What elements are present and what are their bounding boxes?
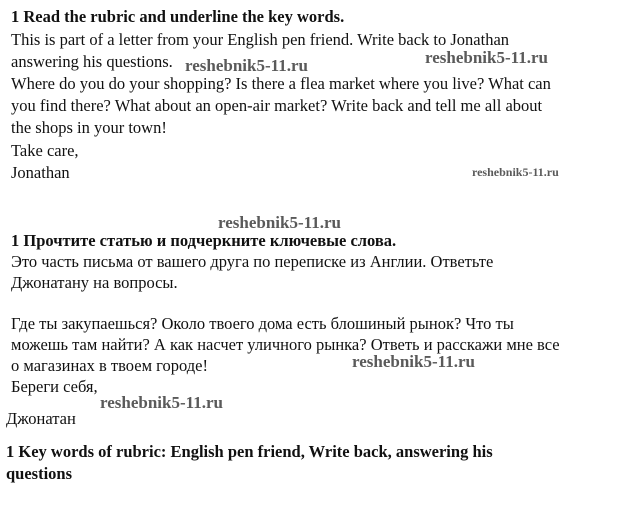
english-signature: Jonathan	[11, 163, 70, 182]
english-intro-line-1: This is part of a letter from your English pen friend. Write back to Jonathan	[11, 30, 510, 49]
russian-heading: 1 Прочтите статью и подчеркните ключевые слова.	[11, 231, 397, 250]
russian-signature: Джонатан	[6, 409, 76, 428]
answer-line-2: questions	[6, 464, 73, 483]
watermark-3: reshebnik5-11.ru	[472, 165, 559, 179]
answer-line-1: 1 Key words of rubric: English pen friend, Write back, answering his	[6, 442, 493, 461]
watermark-5: reshebnik5-11.ru	[352, 352, 475, 371]
english-heading: 1 Read the rubric and underline the key words.	[11, 7, 345, 26]
english-closing: Take care,	[11, 141, 79, 160]
english-body-line-3: the shops in your town!	[11, 118, 167, 137]
russian-closing: Береги себя,	[11, 377, 98, 396]
watermark-6: reshebnik5-11.ru	[100, 393, 223, 412]
watermark-1: reshebnik5-11.ru	[425, 48, 548, 67]
russian-body-line-2: можешь там найти? А как насчет уличного рынка? Ответь и расскажи мне все	[11, 335, 560, 354]
watermark-4: reshebnik5-11.ru	[218, 213, 341, 232]
english-body-line-1: Where do you do your shopping? Is there a flea market where you live? What can	[11, 74, 551, 93]
russian-intro-line-1: Это часть письма от вашего друга по переписке из Англии. Ответьте	[11, 252, 494, 271]
watermark-2: reshebnik5-11.ru	[185, 56, 308, 75]
english-body-line-2: you find there? What about an open-air market? Write back and tell me all about	[11, 96, 543, 115]
russian-body-line-3: о магазинах в твоем городе!	[11, 356, 208, 375]
russian-body-line-1: Где ты закупаешься? Около твоего дома есть блошиный рынок? Что ты	[11, 314, 514, 333]
russian-intro-line-2: Джонатану на вопросы.	[11, 273, 178, 292]
english-intro-line-2: answering his questions.	[11, 52, 173, 71]
